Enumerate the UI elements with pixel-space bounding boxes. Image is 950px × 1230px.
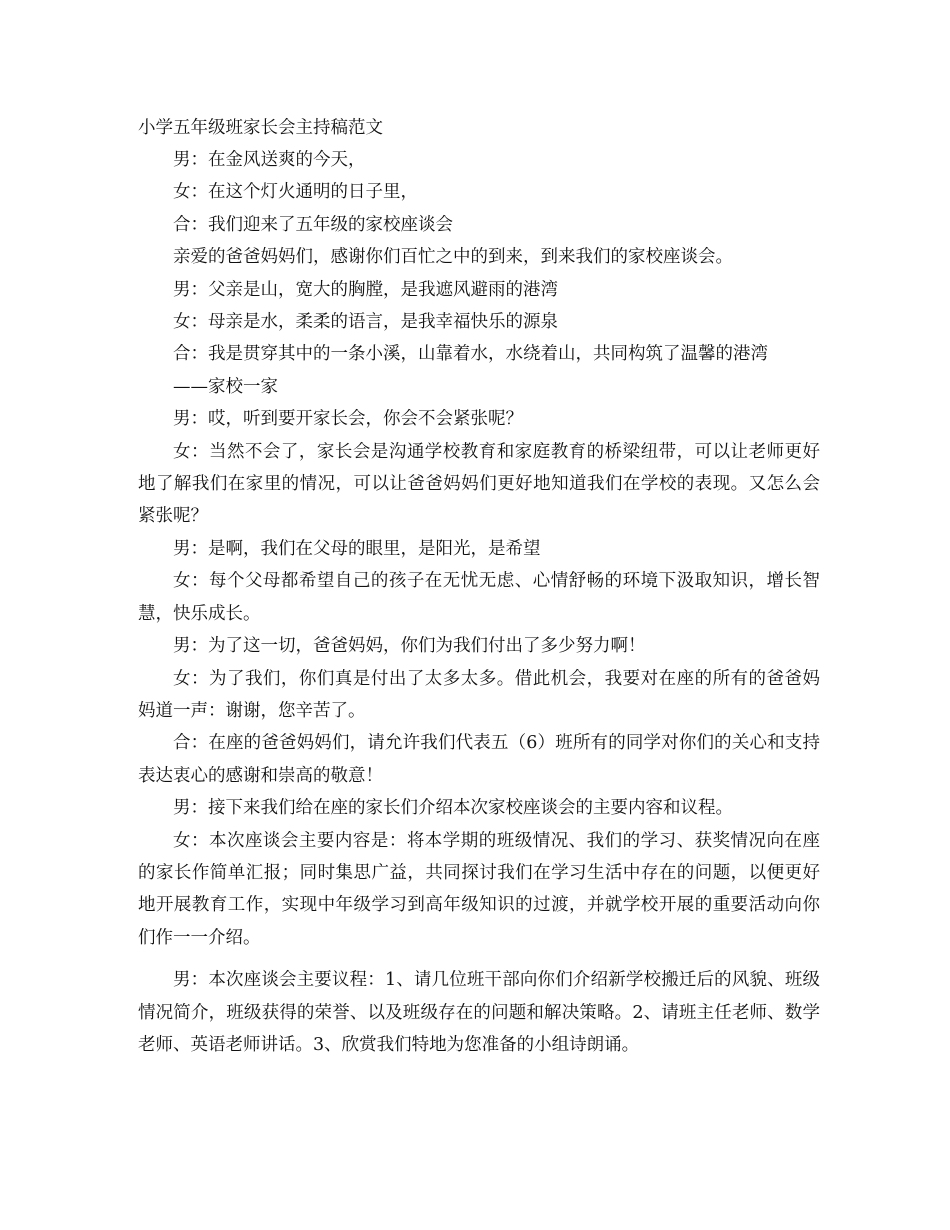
paragraph: ——家校一家	[173, 376, 278, 397]
paragraph: 女：每个父母都希望自己的孩子在无忧无虑、心情舒畅的环境下汲取知识，增长智慧，快乐成长。	[138, 571, 820, 624]
paragraph: 男：接下来我们给在座的家长们介绍本次家校座谈会的主要内容和议程。	[173, 798, 733, 819]
document-title: 小学五年级班家长会主持稿范文	[138, 118, 383, 138]
paragraph: 合：在座的爸爸妈妈们，请允许我们代表五（6）班所有的同学对你们的关心和支持表达衷心的感谢和崇高的敬意！	[138, 733, 820, 786]
document-body	[138, 112, 820, 1061]
paragraph-gap	[138, 954, 820, 964]
paragraph: 男：是啊，我们在父母的眼里，是阳光，是希望	[173, 538, 541, 559]
paragraph: 男：为了这一切，爸爸妈妈，你们为我们付出了多少努力啊！	[173, 636, 646, 657]
paragraph: 合：我们迎来了五年级的家校座谈会	[173, 214, 453, 235]
paragraph: 女：母亲是水，柔柔的语言，是我幸福快乐的源泉	[173, 312, 558, 333]
paragraph: 女：当然不会了，家长会是沟通学校教育和家庭教育的桥梁纽带，可以让老师更好地了解我们在家里的情况，可以让爸爸妈妈们更好地知道我们在学校的表现。又怎么会紧张呢？	[138, 441, 820, 527]
paragraph: 男：在金风送爽的今天，	[173, 150, 366, 170]
paragraph: 男：哎，听到要开家长会，你会不会紧张呢？	[173, 409, 523, 430]
paragraph: 女：为了我们，你们真是付出了太多太多。借此机会，我要对在座的所有的爸爸妈妈道一声：谢谢，您辛苦了。	[138, 668, 820, 721]
paragraph: 男：父亲是山，宽大的胸膛，是我遮风避雨的港湾	[173, 279, 558, 300]
paragraph: 亲爱的爸爸妈妈们，感谢你们百忙之中的到来，到来我们的家校座谈会。	[173, 247, 733, 268]
paragraph: 女：在这个灯火通明的日子里，	[173, 182, 418, 203]
paragraph: 女：本次座谈会主要内容是：将本学期的班级情况、我们的学习、获奖情况向在座的家长作简单汇报；同时集思广益，共同探讨我们在学习生活中存在的问题，以便更好地开展教育工作，实现中年级学习到高年级知识的过渡，并就学校开展的重要活动向你们作一一介绍。	[138, 830, 820, 948]
paragraph: 合：我是贯穿其中的一条小溪，山靠着水，水绕着山，共同构筑了温馨的港湾	[173, 344, 768, 365]
paragraph: 男：本次座谈会主要议程：1、请几位班干部向你们介绍新学校搬迁后的风貌、班级情况简介，班级获得的荣誉、以及班级存在的问题和解决策略。2、请班主任老师、数学老师、英语老师讲话。3、欣赏我们特地为您准备的小组诗朗诵。	[138, 970, 820, 1055]
